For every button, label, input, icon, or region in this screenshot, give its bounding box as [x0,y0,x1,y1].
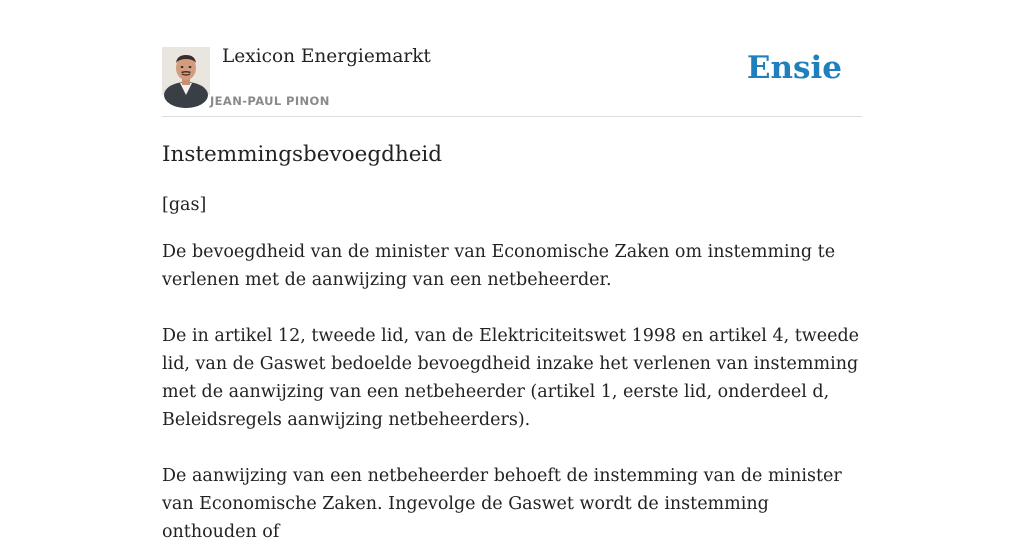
author-avatar[interactable] [162,47,210,95]
entry-title: Instemmingsbevoegdheid [162,142,443,167]
avatar-portrait-icon [162,47,210,95]
entry-tag: [gas] [162,195,207,215]
header [162,40,862,117]
entry-paragraph: De aanwijzing van een netbeheerder behoeft de instemming van de minister van Economische Zaken. Ingevolge de Gaswet wordt de instemming onthouden of [162,466,842,542]
brand-logo-link[interactable]: Ensie [746,50,842,86]
entry-paragraph: De bevoegdheid van de minister van Economische Zaken om instemming te verlenen met de aanwijzing van een netbeheerder. [162,242,836,290]
author-name[interactable]: JEAN-PAUL PINON [210,94,330,108]
lexicon-title-link[interactable]: Lexicon Energiemarkt [222,46,431,67]
entry-paragraph: De in artikel 12, tweede lid, van de Elektriciteitswet 1998 en artikel 4, tweede lid, van de Gaswet bedoelde bevoegdheid inzake het verlenen van instemming met de aanwijzing van een netbeheerder (artikel 1, eerste lid, onderdeel d, Beleidsregels aanwijzing netbeheerders). [162,326,860,430]
entry-content [162,139,862,546]
